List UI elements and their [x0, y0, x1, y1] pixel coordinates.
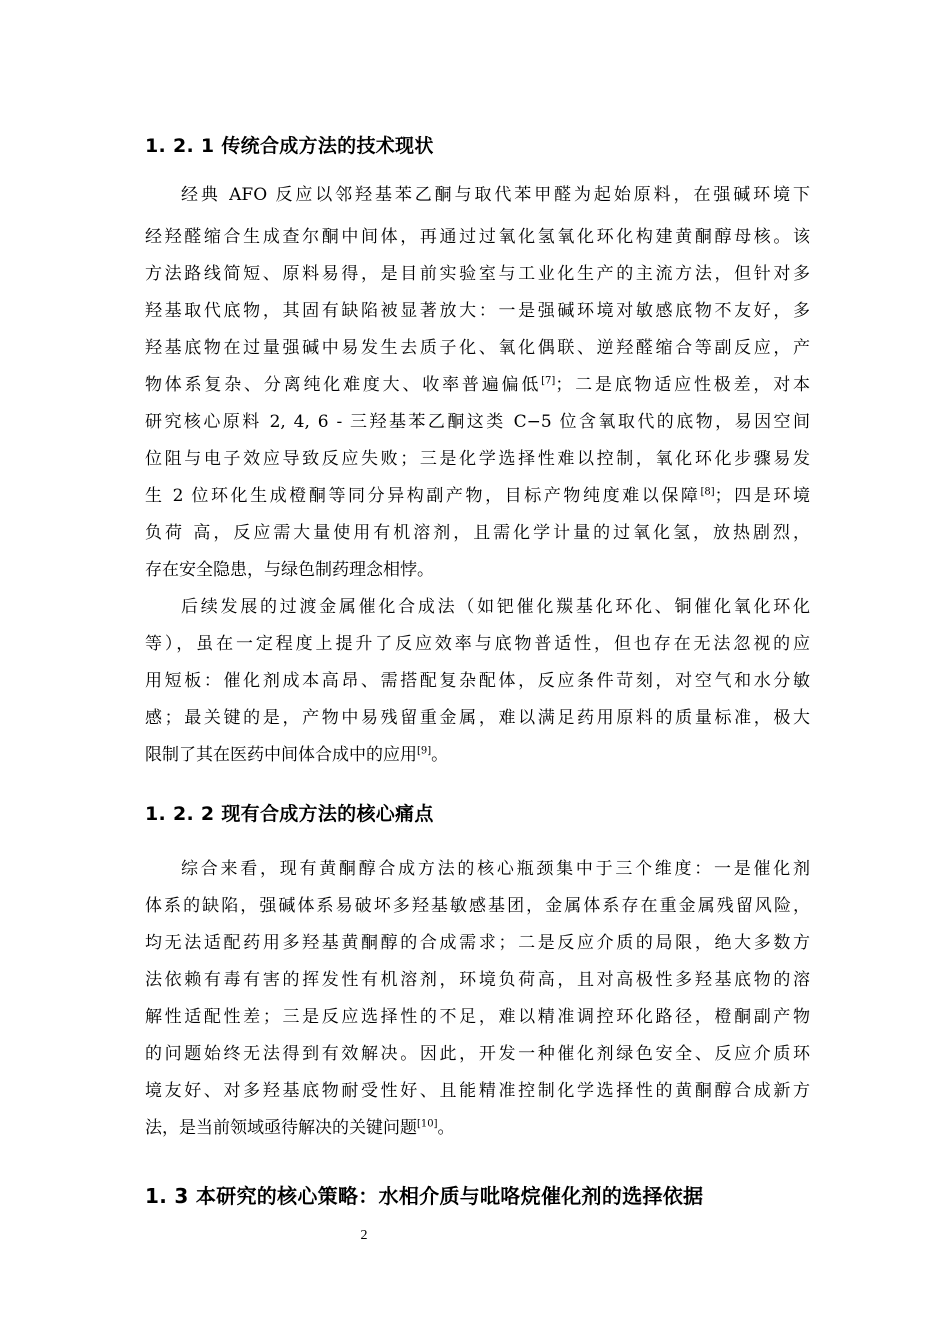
paragraph-line: 存在安全隐患，与绿色制药理念相悖。 [145, 560, 434, 580]
line-text: 物体系复杂、分离纯化难度大、收率普遍偏低 [145, 375, 542, 395]
line-text: 。 [431, 745, 449, 765]
line-text: 。 [437, 1118, 455, 1138]
line-text: ；二是底物适应性极差，对本 [555, 375, 811, 395]
line-text: ；四是环境 [714, 486, 810, 506]
paragraph-line: 后续发展的过渡金属催化合成法（如钯催化羰基化环化、铜催化氧化环化 [181, 597, 810, 617]
page-number: 2 [360, 1228, 368, 1243]
section-heading-1-2-1: 1. 2. 1 传统合成方法的技术现状 [145, 135, 434, 157]
paragraph-line: 经羟醛缩合生成查尔酮中间体，再通过过氧化氢氧化环化构建黄酮醇母核。该 [145, 227, 810, 247]
paragraph-line: 解性适配性差；三是反应选择性的不足，难以精准调控环化路径，橙酮副产物 [145, 1007, 810, 1027]
paragraph-line: 羟基取代底物，其固有缺陷被显著放大：一是强碱环境对敏感底物不友好，多 [145, 301, 810, 321]
paragraph-line: 的问题始终无法得到有效解决。因此，开发一种催化剂绿色安全、反应介质环 [145, 1044, 810, 1064]
paragraph-line: 体系的缺陷，强碱体系易破坏多羟基敏感基团，金属体系存在重金属残留风险， [145, 896, 810, 916]
paragraph-line [145, 743, 810, 767]
line-text: 生 2 位环化生成橙酮等同分异构副产物，目标产物纯度难以保障 [145, 486, 701, 506]
paragraph-line [145, 373, 810, 397]
paragraph-line: 法依赖有毒有害的挥发性有机溶剂，环境负荷高，且对高极性多羟基底物的溶 [145, 970, 810, 990]
paragraph-line: 方法路线简短、原料易得，是目前实验室与工业化生产的主流方法，但针对多 [145, 264, 810, 284]
paragraph-line [145, 1116, 810, 1140]
paragraph-line: 均无法适配药用多羟基黄酮醇的合成需求；二是反应介质的局限，绝大多数方 [145, 933, 810, 953]
section-heading-1-2-2: 1. 2. 2 现有合成方法的核心痛点 [145, 803, 434, 825]
line-text: 法，是当前领域亟待解决的关键问题 [145, 1118, 417, 1138]
citation-ref: [8] [700, 486, 715, 498]
paragraph-line [145, 484, 810, 508]
paragraph-line: 羟基底物在过量强碱中易发生去质子化、氧化偶联、逆羟醛缩合等副反应，产 [145, 338, 810, 358]
paragraph-line: 用短板：催化剂成本高昂、需搭配复杂配体，反应条件苛刻，对空气和水分敏 [145, 671, 810, 691]
paragraph-line: 经典 AFO 反应以邻羟基苯乙酮与取代苯甲醛为起始原料，在强碱环境下 [181, 185, 810, 205]
section-heading-1-3: 1. 3 本研究的核心策略：水相介质与吡咯烷催化剂的选择依据 [145, 1184, 704, 1208]
paragraph-line: 负荷 高，反应需大量使用有机溶剂，且需化学计量的过氧化氢，放热剧烈， [145, 523, 810, 543]
citation-ref: [7] [541, 375, 556, 387]
line-text: 限制了其在医药中间体合成中的应用 [145, 745, 417, 765]
citation-ref: [9] [417, 745, 432, 757]
paragraph-line: 等），虽在一定程度上提升了反应效率与底物普适性，但也存在无法忽视的应 [145, 634, 810, 654]
paragraph-line: 境友好、对多羟基底物耐受性好、且能精准控制化学选择性的黄酮醇合成新方 [145, 1081, 810, 1101]
paragraph-line: 研究核心原料 2, 4, 6 - 三羟基苯乙酮这类 C−5 位含氧取代的底物，易因空间 [145, 412, 810, 432]
paragraph-line: 位阻与电子效应导致反应失败；三是化学选择性难以控制，氧化环化步骤易发 [145, 449, 810, 469]
citation-ref: [10] [417, 1118, 438, 1130]
paragraph-line: 感；最关键的是，产物中易残留重金属，难以满足药用原料的质量标准，极大 [145, 708, 810, 728]
paragraph-line: 综合来看，现有黄酮醇合成方法的核心瓶颈集中于三个维度：一是催化剂 [181, 859, 810, 879]
